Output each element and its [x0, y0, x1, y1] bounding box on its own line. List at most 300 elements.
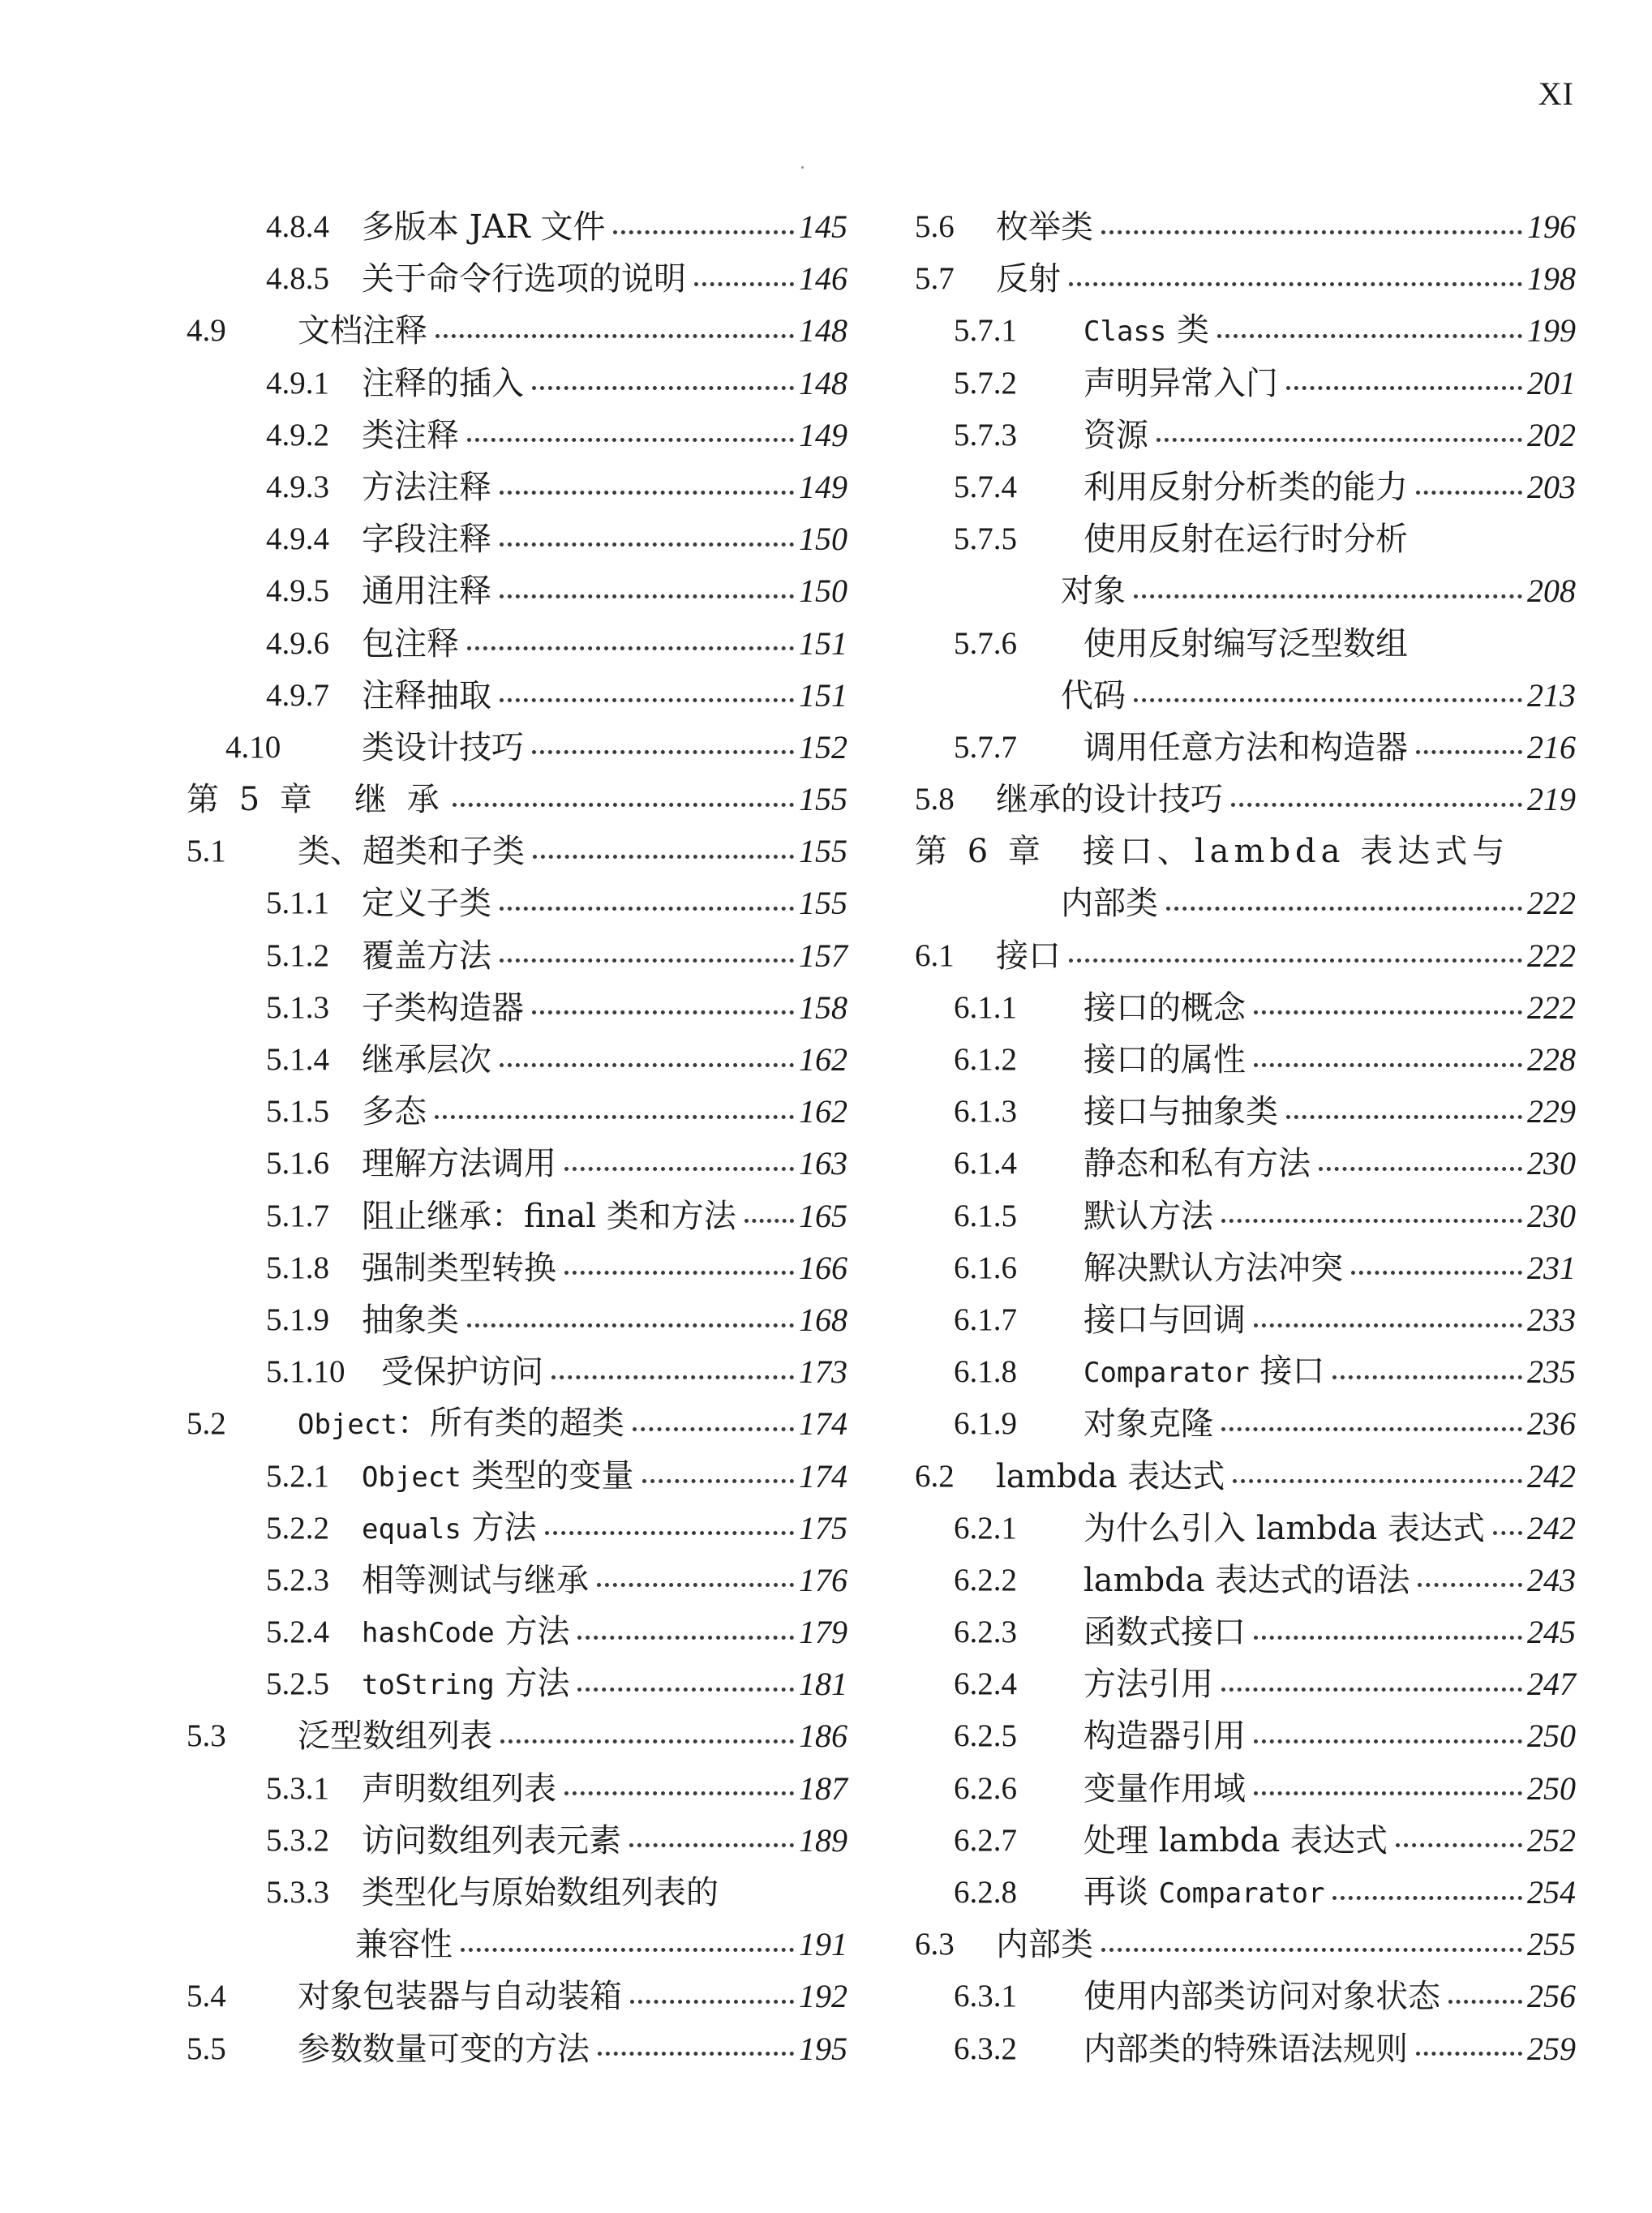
page-ref: 222: [1527, 885, 1576, 922]
entry-title-line: [362, 877, 847, 929]
entry-title-line: [1061, 877, 1576, 929]
dot-leader: [500, 491, 794, 495]
entry-title-line: [362, 513, 847, 565]
page-ref: 250: [1527, 1718, 1576, 1755]
dot-leader: [629, 1843, 794, 1847]
section-number: 6.1.9: [954, 1406, 1017, 1442]
section-number: 5.1.10: [266, 1354, 345, 1390]
toc-entry[interactable]: [915, 877, 1576, 929]
page-ref: 149: [799, 468, 847, 505]
toc-entry[interactable]: [187, 2023, 847, 2075]
title-text: 字段注释: [362, 521, 491, 559]
title-text: 静态和私有方法: [1083, 1145, 1311, 1183]
toc-entry[interactable]: [915, 1086, 1576, 1138]
dot-leader: [1254, 1739, 1522, 1743]
entry-title-line: [996, 774, 1576, 826]
section-title: [1083, 1763, 1246, 1815]
toc-entry[interactable]: [915, 253, 1576, 305]
code-term: toString: [362, 1669, 495, 1702]
toc-entry[interactable]: [915, 1710, 1576, 1762]
title-text: ：所有类的超类: [397, 1405, 624, 1443]
page-ref: 236: [1527, 1405, 1576, 1443]
dot-leader: [453, 803, 794, 807]
section-number: 5.7: [915, 261, 955, 297]
page-ref: 228: [1527, 1041, 1576, 1078]
toc-entry[interactable]: [187, 1867, 847, 1919]
toc-entry[interactable]: [187, 1294, 847, 1346]
page-ref: 151: [799, 624, 847, 662]
entry-title-line: [1083, 1867, 1576, 1919]
toc-entry[interactable]: [915, 461, 1576, 513]
toc-entry[interactable]: [187, 826, 847, 877]
dot-leader: [500, 1739, 794, 1743]
title-text: 接口的属性: [1083, 1041, 1246, 1079]
section-title: [362, 1815, 621, 1867]
section-number: 6.1.6: [954, 1250, 1017, 1285]
code-term: hashCode: [362, 1617, 495, 1650]
entry-title-line: [362, 982, 847, 1034]
section-title: [1083, 1345, 1324, 1399]
page-ref: 191: [799, 1926, 847, 1963]
toc-entry[interactable]: [187, 982, 847, 1034]
title-text: 构造器引用: [1083, 1718, 1246, 1756]
entry-title-line: [362, 722, 847, 774]
toc-entry[interactable]: [187, 201, 847, 253]
dot-leader: [1134, 594, 1522, 598]
code-term: equals: [362, 1512, 461, 1546]
toc-entry[interactable]: [915, 1138, 1576, 1190]
page-ref: 201: [1527, 364, 1576, 401]
title-text: 方法: [494, 1665, 570, 1703]
title-text: 使用反射编写泛型数组: [1083, 624, 1408, 663]
section-number: 4.9.4: [266, 521, 329, 557]
dot-leader: [1254, 1636, 1522, 1640]
entry-title-line: [1083, 1346, 1576, 1398]
title-text: 内部类: [1061, 885, 1158, 923]
toc-entry[interactable]: [915, 201, 1576, 253]
toc-entry[interactable]: [187, 1190, 847, 1242]
entry-title-line: [1083, 1763, 1576, 1815]
section-title: [362, 722, 524, 774]
toc-entry[interactable]: [187, 1763, 847, 1815]
title-text: 类、超类和子类: [298, 833, 525, 871]
toc-entry[interactable]: [915, 1190, 1576, 1242]
page-ref: 155: [799, 781, 847, 818]
toc-entry[interactable]: [187, 410, 847, 461]
title-text: 内部类的特殊语法规则: [1083, 2030, 1408, 2068]
dot-leader: [642, 1479, 794, 1483]
page-ref: 155: [799, 833, 847, 870]
toc-entry[interactable]: [915, 1606, 1576, 1658]
page-ref: 233: [1527, 1301, 1576, 1338]
section-title: [362, 930, 491, 982]
entry-title-line: [1083, 358, 1576, 410]
section-title: [362, 877, 491, 929]
title-text: 接口: [1249, 1353, 1325, 1391]
section-title: [1083, 722, 1408, 774]
page-ref: 150: [799, 521, 847, 558]
section-title: [1083, 1555, 1410, 1606]
entry-title-line: [298, 826, 847, 877]
entry-title-line: [1083, 1294, 1576, 1346]
toc-entry[interactable]: [187, 1086, 847, 1138]
title-text: 注释抽取: [362, 676, 491, 714]
section-number: 6.2: [915, 1458, 955, 1494]
section-title: [362, 982, 524, 1034]
dot-leader: [1351, 1271, 1522, 1275]
toc-entry[interactable]: [915, 1919, 1576, 1971]
toc-entry[interactable]: [187, 1034, 847, 1086]
toc-entry[interactable]: [187, 1503, 847, 1555]
dot-leader: [500, 594, 794, 598]
toc-entry[interactable]: [915, 618, 1576, 670]
entry-title-line: [362, 1763, 847, 1815]
section-title: [1083, 1294, 1246, 1346]
toc-entry[interactable]: [187, 305, 847, 357]
title-text: 接口的概念: [1083, 989, 1246, 1027]
page-ref: 243: [1527, 1561, 1576, 1598]
title-text: 方法: [461, 1508, 537, 1546]
toc-entry[interactable]: [187, 1555, 847, 1606]
toc-entry[interactable]: [187, 618, 847, 670]
toc-entry[interactable]: [187, 670, 847, 722]
section-number: 5.3.2: [266, 1822, 329, 1858]
toc-entry[interactable]: [187, 1606, 847, 1658]
section-title: [362, 1190, 736, 1242]
section-number: 6.3.1: [954, 1979, 1017, 2014]
section-title: [1083, 410, 1148, 461]
dot-leader: [1069, 282, 1522, 286]
section-title: [362, 1867, 719, 1919]
section-title: [1083, 1138, 1311, 1190]
dot-leader: [1416, 2052, 1522, 2056]
section-title: [1083, 982, 1246, 1034]
entry-title-line: [1083, 1555, 1576, 1606]
page-ref: 242: [1527, 1509, 1576, 1546]
toc-entry[interactable]: [187, 774, 847, 826]
section-number: 5.2: [187, 1406, 226, 1442]
title-text: 再谈: [1083, 1873, 1159, 1911]
dot-leader: [1254, 1791, 1522, 1795]
entry-title-line: [1061, 565, 1576, 617]
title-text: 内部类: [996, 1926, 1093, 1964]
entry-title-line: [362, 358, 847, 410]
page-ref: 145: [799, 208, 847, 245]
dot-leader: [436, 334, 794, 338]
dot-leader: [1217, 334, 1522, 338]
page-ref: 254: [1527, 1874, 1576, 1911]
page-ref: 162: [799, 1093, 847, 1130]
section-title: [1083, 461, 1408, 513]
page-ref: 181: [799, 1666, 847, 1703]
title-text: lambda 表达式: [996, 1457, 1225, 1495]
section-number: 5.6: [915, 209, 955, 244]
section-title: [362, 1555, 589, 1606]
entry-title-line: [1061, 670, 1576, 722]
title-text: 资源: [1083, 416, 1148, 454]
title-text: 对象克隆: [1083, 1405, 1213, 1443]
toc-entry[interactable]: [915, 774, 1576, 826]
toc-entry[interactable]: [915, 1034, 1576, 1086]
entry-title-line: [381, 1346, 847, 1398]
section-number: 6.3.2: [954, 2031, 1017, 2066]
toc-entry[interactable]: [187, 565, 847, 617]
entry-title-line: [1083, 1710, 1576, 1762]
entry-title-line: [996, 201, 1576, 253]
title-text: 处理 lambda 表达式: [1083, 1821, 1388, 1859]
dot-leader: [500, 543, 794, 547]
dot-leader: [1416, 750, 1522, 754]
dot-leader: [633, 1427, 794, 1431]
title-text: 方法引用: [1083, 1666, 1213, 1704]
toc-entry[interactable]: [187, 1658, 847, 1710]
section-title: [381, 1346, 543, 1398]
toc-entry[interactable]: [187, 1346, 847, 1398]
section-number: 6.2.3: [954, 1615, 1017, 1650]
title-text: 类型的变量: [461, 1456, 634, 1495]
section-title: [996, 774, 1223, 826]
toc-entry[interactable]: [915, 722, 1576, 774]
section-title: [298, 1397, 624, 1451]
section-number: 4.9.1: [266, 365, 329, 401]
entry-title-line: [1083, 305, 1576, 357]
page-ref: 230: [1527, 1197, 1576, 1234]
title-text: 使用反射在运行时分析: [1083, 521, 1408, 559]
page-ref: 245: [1527, 1614, 1576, 1651]
dot-leader: [551, 1375, 794, 1379]
toc-entry[interactable]: [187, 1242, 847, 1294]
title-text: 关于命令行选项的说明: [362, 260, 686, 298]
dot-leader: [532, 750, 794, 754]
section-title: [915, 826, 1509, 877]
section-title: [362, 1450, 634, 1503]
entry-title-line: [362, 1034, 847, 1086]
section-title: [1083, 2023, 1408, 2075]
page-ref: 176: [799, 1561, 847, 1598]
page-ref: 163: [799, 1145, 847, 1182]
section-number: 6.2.7: [954, 1822, 1017, 1858]
section-number: 6.2.1: [954, 1510, 1017, 1546]
page-ref: 213: [1527, 676, 1576, 714]
toc-entry[interactable]: [187, 358, 847, 410]
dot-leader: [598, 2052, 794, 2056]
section-title: [362, 1242, 556, 1294]
dot-leader: [1101, 230, 1522, 234]
title-text: 通用注释: [362, 573, 491, 611]
title-text: 强制类型转换: [362, 1249, 556, 1287]
entry-title-line: [362, 1815, 847, 1867]
page-ref: 168: [799, 1301, 847, 1338]
toc-entry[interactable]: [187, 930, 847, 982]
toc-entry[interactable]: [915, 1398, 1576, 1450]
section-number: 5.1.5: [266, 1094, 329, 1130]
section-number: 5.7.5: [954, 521, 1017, 557]
section-number: 6.1.5: [954, 1198, 1017, 1233]
toc-entry[interactable]: [915, 930, 1576, 982]
toc-entry[interactable]: [915, 826, 1576, 877]
entry-title-line: [298, 1398, 847, 1450]
toc-entry[interactable]: [187, 253, 847, 305]
toc-entry[interactable]: [187, 1710, 847, 1762]
section-title: [362, 565, 491, 617]
toc-entry[interactable]: [915, 410, 1576, 461]
title-text: 使用内部类访问对象状态: [1083, 1978, 1440, 2016]
toc-entry[interactable]: [915, 1815, 1576, 1867]
section-title: [362, 670, 491, 722]
entry-title-line: [1083, 513, 1576, 565]
dot-leader: [694, 282, 794, 286]
entry-title-line: [996, 1451, 1576, 1503]
section-title: [187, 774, 444, 826]
page-ref: 158: [799, 989, 847, 1026]
toc-entry[interactable]: [187, 722, 847, 774]
section-number: 4.9.6: [266, 625, 329, 661]
entry-title-line: [1083, 618, 1576, 670]
section-number: 6.1.8: [954, 1354, 1017, 1390]
section-title: [1083, 1190, 1213, 1242]
entry-title-line: [1083, 1086, 1576, 1138]
toc-entry[interactable]: [187, 1919, 847, 1971]
toc-entry[interactable]: [915, 1658, 1576, 1710]
page-ref: 259: [1527, 2030, 1576, 2067]
page-ref: 231: [1527, 1249, 1576, 1286]
section-number: 6.2.2: [954, 1562, 1017, 1598]
toc-entry[interactable]: [915, 1346, 1576, 1398]
page-ref: 235: [1527, 1353, 1576, 1391]
title-text: 注释的插入: [362, 364, 524, 402]
section-number: 6.2.4: [954, 1666, 1017, 1702]
page-ref: 230: [1527, 1145, 1576, 1182]
toc-entry[interactable]: [187, 461, 847, 513]
toc-entry[interactable]: [915, 513, 1576, 565]
page-ref: 146: [799, 260, 847, 298]
title-text: 泛型数组列表: [298, 1718, 492, 1756]
toc-entry[interactable]: [915, 1867, 1576, 1919]
entry-title-line: [355, 1919, 847, 1971]
section-number: 5.1.3: [266, 989, 329, 1025]
section-title: [1083, 1034, 1246, 1086]
entry-title-line: [996, 1919, 1576, 1971]
toc-entry[interactable]: [187, 513, 847, 565]
dot-leader: [577, 1688, 794, 1692]
page-ref: 174: [799, 1457, 847, 1495]
page-ref: 192: [799, 1978, 847, 2015]
toc-entry[interactable]: [915, 670, 1576, 722]
title-text: 函数式接口: [1083, 1614, 1246, 1652]
section-number: 5.1: [187, 834, 226, 869]
toc-entry[interactable]: [187, 1398, 847, 1450]
page-ref: 196: [1527, 208, 1576, 245]
title-text: 代码: [1061, 676, 1126, 714]
page-ref: 187: [799, 1769, 847, 1807]
page-ref: 148: [799, 312, 847, 350]
title-text: 反射: [996, 260, 1061, 298]
page-ref: 179: [799, 1614, 847, 1651]
entry-title-line: [1083, 1138, 1576, 1190]
toc-entry[interactable]: [915, 982, 1576, 1034]
toc-entry[interactable]: [187, 1451, 847, 1503]
toc-entry[interactable]: [915, 1242, 1576, 1294]
toc-entry[interactable]: [187, 1815, 847, 1867]
section-title: [1061, 670, 1126, 722]
dot-leader: [1156, 438, 1522, 442]
dot-leader: [1493, 1531, 1522, 1535]
toc-entry[interactable]: [187, 1971, 847, 2022]
section-number: 5.2.3: [266, 1562, 329, 1598]
title-text: 声明异常入门: [1083, 364, 1278, 402]
section-title: [362, 358, 524, 410]
entry-title-line: [362, 1658, 847, 1710]
section-title: [362, 618, 459, 670]
dot-leader: [435, 1115, 794, 1119]
dot-leader: [630, 2000, 794, 2004]
toc-entry[interactable]: [187, 877, 847, 929]
toc-entry[interactable]: [915, 1971, 1576, 2022]
page-ref: 152: [799, 728, 847, 766]
dot-leader: [597, 1583, 794, 1587]
section-title: [1083, 1815, 1388, 1867]
section-number: 5.1.1: [266, 886, 329, 921]
title-text: 文档注释: [298, 312, 427, 350]
entry-title-line: [1083, 1815, 1576, 1867]
title-text: 调用任意方法和构造器: [1083, 728, 1408, 766]
section-title: [996, 253, 1061, 305]
entry-title-line: [362, 253, 847, 305]
section-title: [362, 513, 491, 565]
section-title: [362, 253, 686, 305]
dot-leader: [613, 230, 794, 234]
dot-leader: [467, 438, 794, 442]
section-number: 5.1.6: [266, 1146, 329, 1182]
entry-title-line: [1083, 1606, 1576, 1658]
toc-entry[interactable]: [915, 1294, 1576, 1346]
toc-entry[interactable]: [915, 565, 1576, 617]
title-text: 继承层次: [362, 1041, 491, 1079]
toc-entry[interactable]: [915, 358, 1576, 410]
section-number: 4.9: [187, 313, 226, 349]
toc-entry[interactable]: [915, 2023, 1576, 2075]
entry-title-line: [298, 305, 847, 357]
section-title: [362, 1086, 427, 1138]
page-ref: 208: [1527, 573, 1576, 610]
entry-title-line: [362, 201, 847, 253]
section-title: [362, 461, 491, 513]
code-term: Object: [362, 1460, 461, 1494]
toc-entry[interactable]: [915, 1451, 1576, 1503]
dot-leader: [1332, 1896, 1522, 1900]
toc-entry[interactable]: [187, 1138, 847, 1190]
toc-entry[interactable]: [915, 1555, 1576, 1606]
section-number: 5.2.2: [266, 1510, 329, 1546]
entry-title-line: [996, 253, 1576, 305]
section-title: [362, 1502, 537, 1555]
section-title: [996, 1919, 1093, 1971]
dot-leader: [1166, 907, 1522, 911]
dot-leader: [500, 959, 794, 963]
title-text: 接口: [996, 937, 1061, 975]
section-title: [355, 1919, 453, 1971]
toc-entry[interactable]: [915, 1503, 1576, 1555]
entry-title-line: [362, 410, 847, 461]
section-title: [1083, 304, 1209, 358]
page-ref: 155: [799, 885, 847, 922]
toc-entry[interactable]: [915, 305, 1576, 357]
toc-entry[interactable]: [915, 1763, 1576, 1815]
page-ref: 173: [799, 1353, 847, 1391]
entry-title-line: [362, 1242, 847, 1294]
section-title: [1083, 1398, 1213, 1450]
title-text: 变量作用域: [1083, 1769, 1246, 1808]
